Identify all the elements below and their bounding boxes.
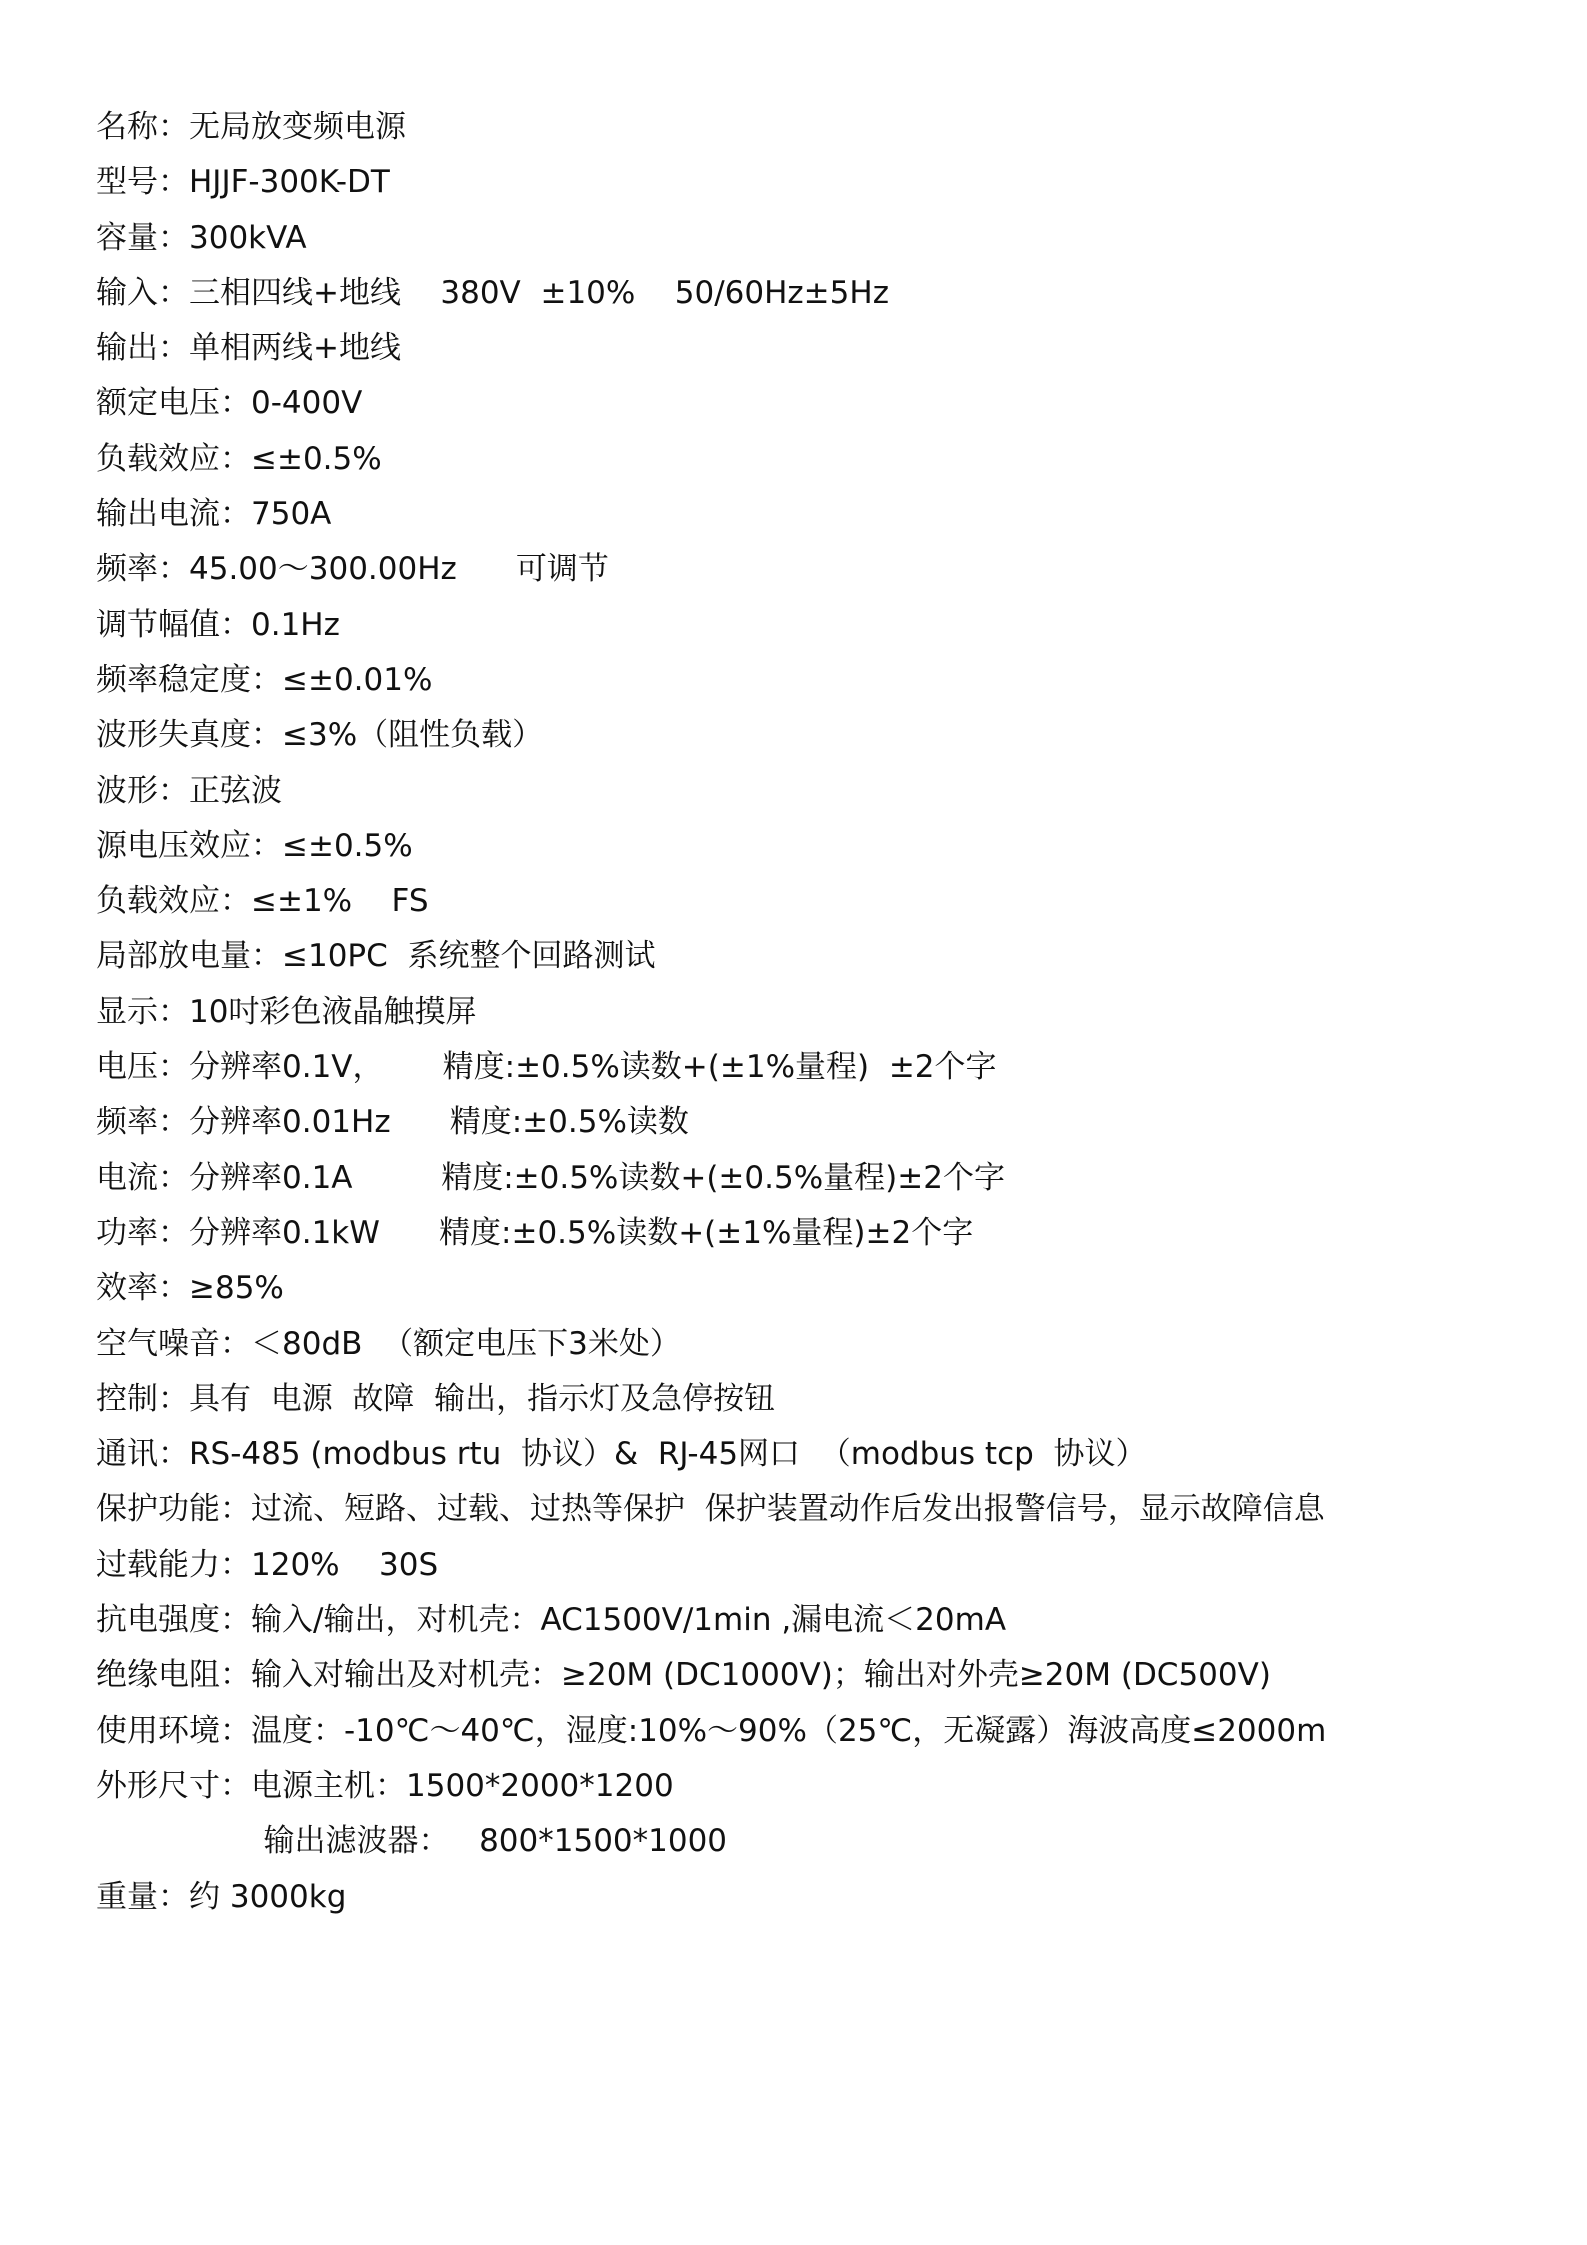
spec-line-efficiency: 效率：≥85%	[96, 1270, 284, 1307]
spec-line-weight: 重量：约 3000kg	[96, 1878, 347, 1915]
spec-line-noise: 空气噪音：＜80dB （额定电压下3米处）	[96, 1325, 681, 1362]
spec-line-model: 型号：HJJF-300K-DT	[96, 164, 390, 201]
spec-line-source-voltage-effect: 源电压效应：≤±0.5%	[96, 827, 413, 864]
spec-line-waveform: 波形：正弦波	[96, 772, 282, 809]
spec-line-capacity: 容量：300kVA	[96, 219, 307, 256]
spec-line-load-effect: 负载效应：≤±0.5%	[96, 440, 382, 477]
spec-line-load-effect-fs: 负载效应：≤±1% FS	[96, 883, 429, 920]
spec-line-dimensions-host: 外形尺寸：电源主机：1500*2000*1200	[96, 1767, 674, 1804]
spec-line-waveform-distortion: 波形失真度：≤3%（阻性负载）	[96, 717, 544, 754]
spec-line-rated-voltage: 额定电压：0-400V	[96, 385, 363, 422]
spec-line-overload: 过载能力：120% 30S	[96, 1546, 439, 1583]
spec-line-control: 控制：具有 电源 故障 输出，指示灯及急停按钮	[96, 1380, 776, 1417]
spec-line-frequency: 频率：45.00～300.00Hz 可调节	[96, 551, 609, 588]
spec-line-communication: 通讯：RS-485 (modbus rtu 协议）& RJ-45网口 （modbus tcp 协议）	[96, 1436, 1147, 1473]
spec-line-insulation: 绝缘电阻：输入对输出及对机壳：≥20M (DC1000V)；输出对外壳≥20M (DC500V)	[96, 1657, 1271, 1694]
spec-line-dielectric-strength: 抗电强度：输入/输出，对机壳：AC1500V/1min ,漏电流＜20mA	[96, 1602, 1007, 1639]
spec-line-frequency-resolution: 频率：分辨率0.01Hz 精度:±0.5%读数	[96, 1104, 689, 1141]
spec-line-adjust-step: 调节幅值：0.1Hz	[96, 606, 340, 643]
spec-line-display: 显示：10吋彩色液晶触摸屏	[96, 993, 477, 1030]
spec-line-frequency-stability: 频率稳定度：≤±0.01%	[96, 661, 433, 698]
spec-line-power-resolution: 功率：分辨率0.1kW 精度:±0.5%读数+(±1%量程)±2个字	[96, 1214, 974, 1251]
spec-line-name: 名称：无局放变频电源	[96, 109, 406, 145]
spec-line-output-current: 输出电流：750A	[96, 496, 332, 533]
spec-line-input: 输入：三相四线+地线 380V ±10% 50/60Hz±5Hz	[96, 274, 889, 311]
spec-line-dimensions-filter: 输出滤波器： 800*1500*1000	[96, 1823, 728, 1860]
spec-line-current-resolution: 电流：分辨率0.1A 精度:±0.5%读数+(±0.5%量程)±2个字	[96, 1159, 1005, 1196]
spec-list	[96, 100, 1536, 1925]
spec-line-output: 输出：单相两线+地线	[96, 330, 401, 367]
spec-line-voltage-resolution: 电压：分辨率0.1V， 精度:±0.5%读数+(±1%量程) ±2个字	[96, 1049, 997, 1086]
spec-line-partial-discharge: 局部放电量：≤10PC 系统整个回路测试	[96, 938, 656, 975]
spec-line-protection: 保护功能：过流、短路、过载、过热等保护 保护装置动作后发出报警信号，显示故障信息	[96, 1491, 1325, 1528]
spec-line-environment: 使用环境：温度：-10℃～40℃，湿度:10%～90%（25℃，无凝露）海波高度≤2000m	[96, 1712, 1327, 1749]
